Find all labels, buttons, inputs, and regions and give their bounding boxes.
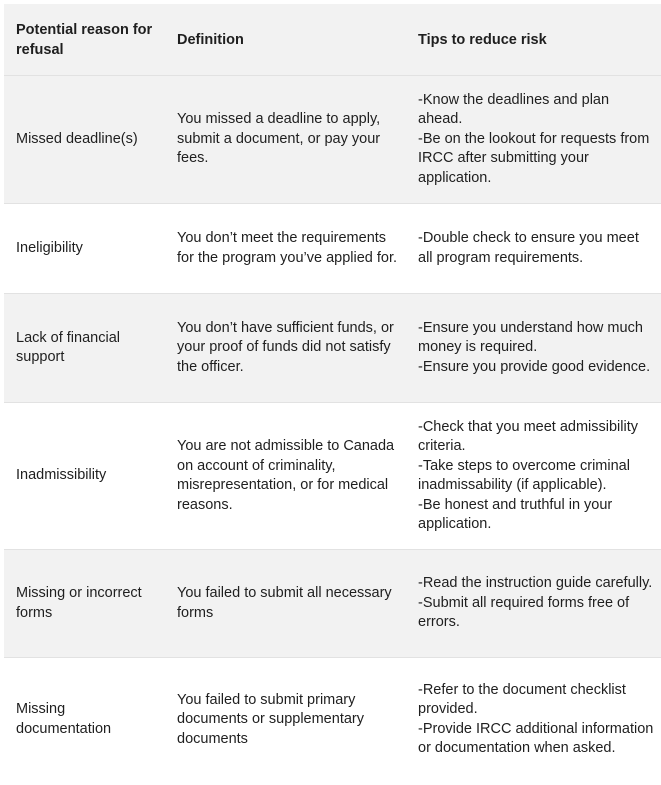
definition-cell: You failed to submit primary documents or supplementary documents — [177, 691, 364, 747]
refusal-reasons-table-container — [4, 4, 661, 782]
tips-cell — [406, 550, 661, 658]
tip-item: -Refer to the document checklist provided. — [418, 681, 626, 718]
tips-cell — [406, 294, 661, 403]
tips-cell — [406, 403, 661, 550]
table-row — [4, 550, 661, 658]
table-row — [4, 658, 661, 782]
tip-item: -Ensure you understand how much money is required. — [418, 319, 643, 356]
definition-cell: You missed a deadline to apply, submit a document, or pay your fees. — [177, 111, 381, 167]
table-row — [4, 403, 661, 550]
reason-cell: Lack of financial support — [16, 329, 120, 365]
tip-item: -Check that you meet admissibility criteria. — [418, 418, 638, 454]
tip-item: -Submit all required forms free of errors. — [418, 594, 630, 631]
definition-cell: You failed to submit all necessary forms — [177, 585, 392, 621]
reason-cell: Missing documentation — [16, 701, 112, 737]
definition-cell: You don’t have sufficient funds, or your proof of funds did not satisfy the officer. — [177, 319, 394, 375]
header-tips: Tips to reduce risk — [418, 31, 547, 48]
table-header-row — [4, 4, 661, 76]
table-row — [4, 76, 661, 204]
reason-cell: Missing or incorrect forms — [16, 585, 142, 621]
tip-item: -Provide IRCC additional information or documentation when asked. — [418, 720, 654, 757]
definition-cell: You don’t meet the requirements for the program you’ve applied for. — [177, 230, 398, 266]
table-row — [4, 204, 661, 294]
tips-cell — [406, 204, 661, 294]
tip-item: -Double check to ensure you meet all program requirements. — [418, 230, 639, 266]
tip-item: -Ensure you provide good evidence. — [418, 358, 651, 375]
tips-cell — [406, 658, 661, 782]
tip-item: -Be on the lookout for requests from IRCC after submitting your application. — [418, 130, 650, 186]
reason-cell: Missed deadline(s) — [16, 130, 138, 147]
tip-item: -Be honest and truthful in your application. — [418, 496, 613, 532]
definition-cell: You are not admissible to Canada on account of criminality, misrepresentation, or for medical reasons. — [177, 438, 395, 513]
reason-cell: Ineligibility — [16, 239, 83, 256]
table-row — [4, 294, 661, 403]
header-reason: Potential reason for refusal — [16, 22, 153, 58]
reason-cell: Inadmissibility — [16, 467, 107, 484]
tip-item: -Read the instruction guide carefully. — [418, 575, 653, 592]
refusal-reasons-table — [4, 4, 661, 782]
tip-item: -Know the deadlines and plan ahead. — [418, 91, 610, 128]
tips-cell — [406, 76, 661, 204]
header-definition: Definition — [177, 31, 244, 48]
tip-item: -Take steps to overcome criminal inadmissability (if applicable). — [418, 457, 630, 493]
